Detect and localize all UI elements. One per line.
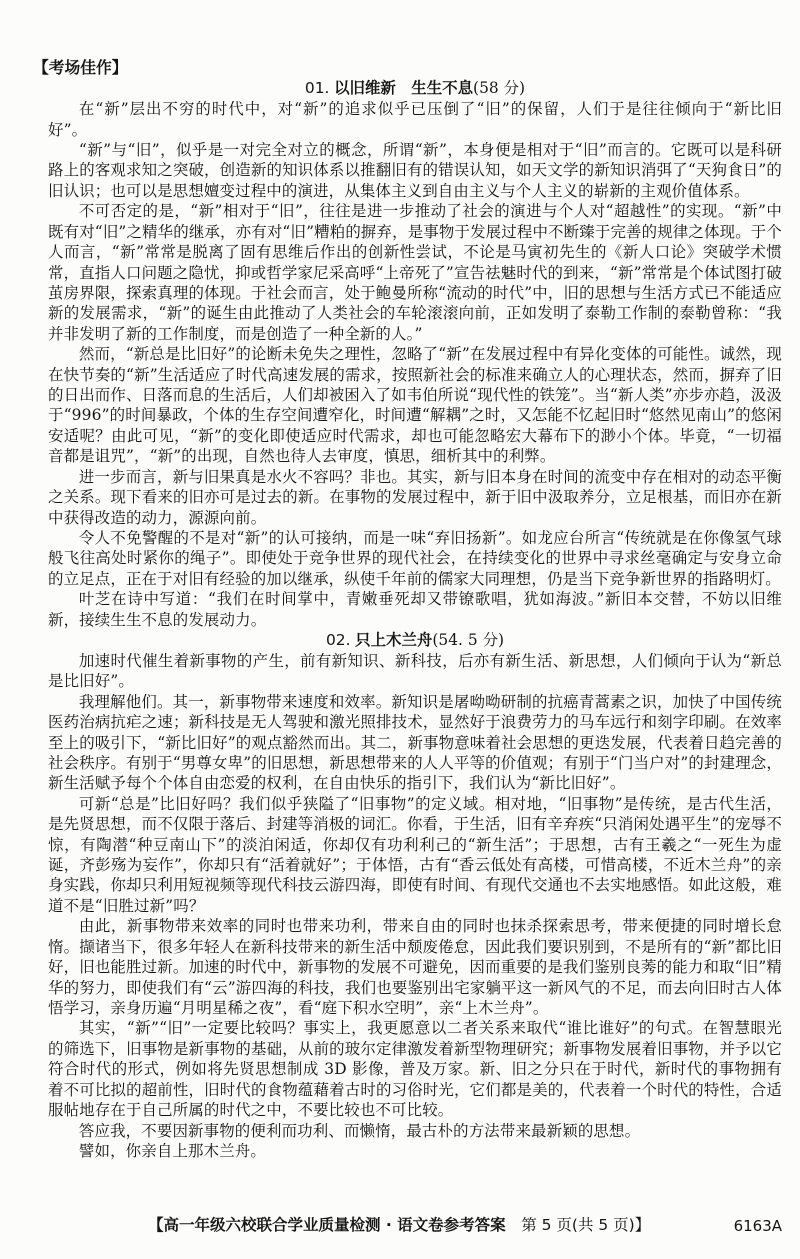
footer-page-number: 第 5 页(共 5 页)】	[521, 1216, 651, 1234]
essay-paragraph: 不可否定的是，“新”相对于“旧”，往往是进一步推动了社会的演进与个人对“超越性”的实现。“新”中既有对“旧”之精华的继承，亦有对“旧”糟粕的摒弃，是事物于发展过程中不断臻于完善的规律之体现。于个人而言，“新”常常是脱离了固有思维后作出的创新性尝试，不论是马寅初先生的《新人口论》突破学术惯常，直指人口问题之隐忧，抑或哲学家尼采高呼“上帝死了”宣告祛魅时代的到来，“新”常常是个体试图打破茧房界限，探索真理的体现。于社会而言，处于鲍曼所称“流动的时代”中，旧的思想与生活方式已不能适应新的发展需求，“新”的诞生由此推动了人类社会的车轮滚滚向前，正如发明了泰勒工作制的泰勒曾称：“我并非发明了新的工作制度，而是创造了一种全新的人。”	[48, 202, 782, 343]
essay-paragraph: 可新“总是”比旧好吗？我们似乎狭隘了“旧事物”的定义域。相对地，“旧事物”是传统，是古代生活，是先贤思想，而不仅限于落后、封建等消极的词汇。你看，于生活，旧有辛弃疾“只消闲处遇平生”的宠辱不惊，有陶潜“种豆南山下”的淡泊闲适，你却仅有功利利己的“新生活”；于思想，古有王羲之“一死生为虚诞，齐彭殇为妄作”，你却只有“活着就好”；于体悟，古有“香云低处有高楼，可惜高楼，不近木兰舟”的亲身实践，你却只利用短视频等现代科技云游四海，即使有时间、有现代交通也不去实地感悟。如此这般，难道不是“旧胜过新”吗？	[48, 794, 782, 915]
essay-paragraph: 叶芝在诗中写道：“我们在时间掌中，青嫩垂死却又带镣歌唱，犹如海波。”新旧本交替，不妨以旧维新，接续生生不息的发展动力。	[48, 590, 782, 629]
essay-paragraph: 令人不免警醒的不是对“新”的认可接纳，而是一味“弃旧扬新”。如龙应台所言“传统就是在你像氢气球般飞往高处时紧你的绳子”。即使处于竞争世界的现代社会，在持续变化的世界中寻求丝毫确定与安身立命的立足点，正在于对旧有经验的加以继承，纵使千年前的儒家大同理想，仍是当下竞争新世界的指路明灯。	[48, 529, 782, 588]
essay-score: (54. 5 分)	[432, 631, 505, 650]
answer-sheet-content	[33, 57, 782, 1199]
essay-2	[48, 630, 782, 1161]
essay-1	[48, 78, 782, 630]
essay-title-text: 只上木兰舟	[355, 631, 433, 650]
essay-paragraph: 在“新”层出不穷的时代中，对“新”的追求似乎已压倒了“旧”的保留，人们于是往往倾向于“新比旧好”。	[48, 100, 782, 139]
essay-paragraph: 加速时代催生着新事物的产生，前有新知识、新科技，后亦有新生活、新思想，人们倾向于认为“新总是比旧好”。	[48, 651, 782, 691]
essay-title	[48, 78, 782, 99]
essay-score: (58 分)	[473, 79, 526, 98]
section-label: 【考场佳作】	[33, 58, 128, 77]
essay-paragraph: 由此，新事物带来效率的同时也带来功利，带来自由的同时也抹杀探索思考，带来便捷的同时增长怠惰。撷诸当下，很多年轻人在新科技带来的新生活中颓废倦怠，因此我们要识别到，不是所有的“新”都比旧好，旧也能胜过新。加速的时代中，新事物的发展不可避免，因而重要的是我们鉴别良莠的能力和取“旧”精华的努力，即使我们有“云”游四海的科技，我们也要鉴别出宅家躺平这一新风气的不足，而去向旧时古人体悟学习，亲身历遍“月明星稀之夜”，看“庭下积水空明”，亲“上木兰舟”。	[48, 917, 782, 1017]
essay-title-text: 以旧维新 生生不息	[334, 79, 474, 98]
essay-paragraph: 我理解他们。其一，新事物带来速度和效率。新知识是屠呦呦研制的抗癌青蒿素之识，加快了中国传统医药治病抗疟之速；新科技是无人驾驶和激光照排技术，显然好于浪费劳力的马车远行和刻字印刷。在效率至上的吸引下，“新比旧好”的观点豁然而出。其二，新事物意味着社会思想的更迭发展，代表着日趋完善的社会秩序。有别于“男尊女卑”的旧思想，新思想带来的人人平等的价值观；有别于“门当户对”的封建理念，新生活赋予每个个体自由恋爱的权利，在自由快乐的指引下，我们认为“新比旧好”。	[48, 692, 782, 793]
footer-paper-code: 6163A	[733, 1217, 782, 1235]
essay-number: 02.	[325, 631, 351, 650]
essay-number: 01.	[304, 79, 330, 98]
essay-paragraph: 答应我，不要因新事物的便利而功利、而懒惰，最古朴的方法带来最新颖的思想。	[78, 1121, 641, 1140]
essay-paragraph: “新”与“旧”，似乎是一对完全对立的概念，所谓“新”，本身便是相对于“旧”而言的。它既可以是科研路上的客观求知之突破，创造新的知识体系以推翻旧有的错误认知，如天文学的新知识消弭了“天狗食日”的旧认识；也可以是思想嬗变过程中的演进，从集体主义到自由主义与个人主义的崭新的主观价值体系。	[48, 140, 782, 200]
essay-paragraph: 然而，“新总是比旧好”的论断未免失之理性，忽略了“新”在发展过程中有异化变体的可能性。诚然，现在快节奏的“新”生活适应了时代高速发展的需求，按照新社会的标准来确立人的心理状态，然而，摒弃了旧的日出而作、日落而息的生活后，人们却被困入了如韦伯所说“现代性的铁笼”。当“新人类”亦步亦趋，汲汲于“996”的时间暴政，个体的生存空间遭窄化，时间遭“解耦”之时，又怎能不忆起旧时“悠然见南山”的悠闲安适呢？由此可见，“新”的变化即使适应时代需求，却也可能忽略宏大幕布下的渺小个体。毕竟，“一切福音都是诅咒”，“新”的出现，自然也待人去审度，慎思，细析其中的利弊。	[48, 345, 782, 466]
page-footer	[148, 1213, 650, 1237]
essay-paragraph: 譬如，你亲自上那木兰舟。	[78, 1141, 266, 1160]
essay-paragraph: 进一步而言，新与旧果真是水火不容吗？非也。其实，新与旧本身在时间的流变中存在相对的动态平衡之关系。现下看来的旧亦可是过去的新。在事物的发展过程中，新于旧中汲取养分，立足根基，而旧亦在新中获得改造的动力，源源向前。	[48, 467, 782, 527]
essay-title	[48, 630, 782, 651]
essay-paragraph: 其实，“新”“旧”一定要比较吗？事实上，我更愿意以二者关系来取代“谁比谁好”的句式。在智慧眼光的筛选下，旧事物是新事物的基础，从前的玻尔定律激发着新型物理研究；新事物发展着旧事物，并予以它符合时代的形式，例如将先贤思想制成 3D 影像，普及万家。新、旧之分只在于时代，新时代的事物拥有着不可比拟的超前性，旧时代的食物蕴藉着古时的习俗时光，它们都是美的，代表着一个时代的特性，合适服帖地存在于自己所属的时代之中，不要比较也不可比较。	[48, 1019, 782, 1120]
footer-exam-title: 【高一年级六校联合学业质量检测 · 语文卷参考答案	[148, 1216, 506, 1234]
